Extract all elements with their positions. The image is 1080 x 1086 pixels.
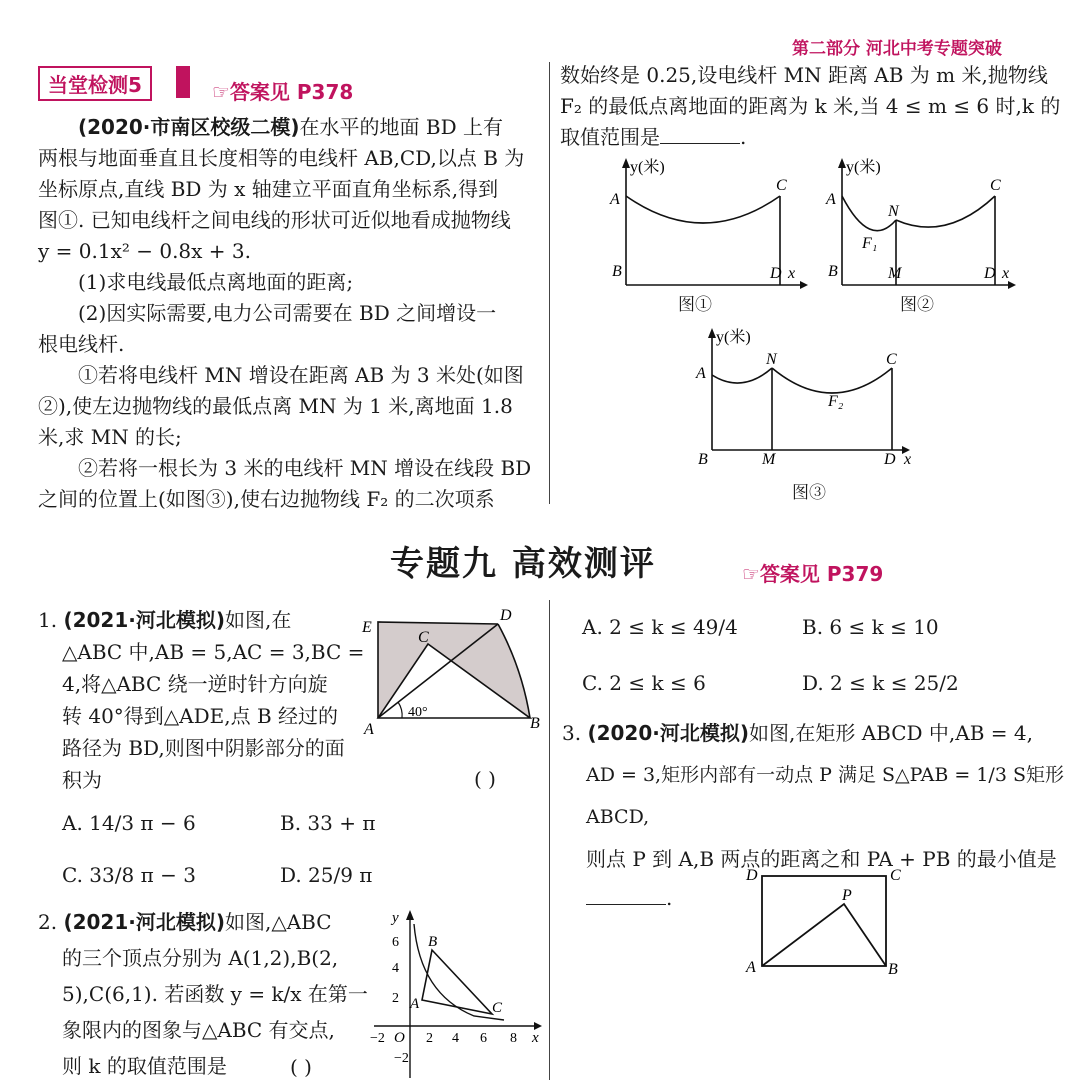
- figure-3: [690, 320, 930, 480]
- fig3-label-m: M: [762, 451, 776, 468]
- q2-fig-tick-x4: 4: [452, 1031, 459, 1046]
- fig1-label-b: B: [612, 263, 622, 280]
- q1-fig-label-b: B: [530, 715, 540, 732]
- hand-pointer-icon: ☞: [212, 80, 230, 104]
- q2-fig-label-b: B: [428, 934, 438, 950]
- q2-fig-tick-xm2: −2: [370, 1031, 385, 1046]
- q1-figure: [360, 602, 550, 742]
- fig1-label-a: A: [610, 191, 620, 208]
- fig3-label-f2: F₂: [828, 393, 844, 410]
- q3-fig-label-c: C: [890, 867, 901, 884]
- q3-fig-label-a: A: [746, 959, 756, 976]
- q3-fig-label-b: B: [888, 961, 898, 978]
- fig2-label-b: B: [828, 263, 838, 280]
- q2-fig-tick-y6: 6: [392, 935, 399, 950]
- fig3-label-d: D: [884, 451, 896, 468]
- q1-fig-label-c: C: [418, 629, 429, 646]
- q2-option-b[interactable]: B. 6 ≤ k ≤ 10: [802, 615, 939, 639]
- q2-fig-label-x: x: [532, 1030, 539, 1046]
- q1-fig-label-e: E: [362, 619, 372, 636]
- q3-fig-label-d: D: [746, 867, 758, 884]
- fig1-label-x: x: [788, 265, 796, 282]
- fig3-label-n: N: [766, 351, 777, 368]
- check-tag: 当堂检测5: [38, 66, 152, 101]
- q1-fig-angle: 40°: [408, 705, 428, 720]
- fig3-label-c: C: [886, 351, 897, 368]
- question-2-paren[interactable]: ( ): [290, 1055, 312, 1079]
- q2-fig-tick-ym2: −2: [394, 1051, 409, 1066]
- q2-fig-tick-x6: 6: [480, 1031, 487, 1046]
- fig3-label-x: x: [904, 451, 912, 468]
- check-continuation: 数始终是 0.25,设电线杆 MN 距离 AB 为 m 米,抛物线 F₂ 的最低点离地面的距离为 k 米,当 4 ≤ m ≤ 6 时,k 的 取值范围是 .: [560, 63, 1061, 149]
- q2-fig-tick-y4: 4: [392, 961, 399, 976]
- check-problem-text: (2020·市南区校级二模)在水平的地面 BD 上有 两根与地面垂直且长度相等的电线杆 AB,CD,以点 B 为 坐标原点,直线 BD 为 x 轴建立平面直角坐标系,得到 图①. 已知电线杆之间电线的形状可近似地看成抛物线 y = 0.1x² − 0.8x + 3. (1)求电线最低点离地面的距离; (2)因实际需要,电力公司需要在 BD 之间增设一 根电线杆. ①若将电线杆 MN 增设在距离 AB 为 3 米处(如图 ②),使左边抛物线的最低点离 MN 为 1 米,离地面 1.8 米,求 MN 的长; ②若将一根长为 3 米的电线杆 MN 增设在线段 BD 之间的位置上(如图③),使右边抛物线 F₂ 的二次项系: [38, 115, 532, 511]
- q2-option-c[interactable]: C. 2 ≤ k ≤ 6: [582, 671, 706, 695]
- q1-fig-label-d: D: [500, 607, 512, 624]
- q2-option-d[interactable]: D. 2 ≤ k ≤ 25/2: [802, 671, 959, 695]
- q1-fig-label-a: A: [364, 721, 374, 738]
- check-tag-bar: [176, 66, 190, 98]
- check-answer-ref: ☞答案见 P378: [212, 80, 354, 104]
- q2-option-a[interactable]: A. 2 ≤ k ≤ 49/4: [582, 615, 738, 639]
- q3-fig-label-p: P: [842, 887, 852, 904]
- q2-fig-label-a: A: [410, 996, 420, 1012]
- fig3-ylabel: y(米): [716, 329, 751, 346]
- q2-fig-tick-x8: 8: [510, 1031, 517, 1046]
- answer-blank[interactable]: [660, 123, 740, 144]
- question-1-paren[interactable]: ( ): [474, 767, 496, 791]
- fig3-label-b: B: [698, 451, 708, 468]
- fig2-label-c: C: [990, 177, 1001, 194]
- fig2-label-m: M: [888, 265, 902, 282]
- section-answer-ref: ☞答案见 P379: [742, 562, 884, 586]
- fig1-caption: 图①: [678, 295, 712, 315]
- fig2-label-a: A: [826, 191, 836, 208]
- question-1-text: 1. (2021·河北模拟)如图,在 △ABC 中,AB = 5,AC = 3,BC = 4,将△ABC 绕一逆时针方向旋 转 40°得到△ADE,点 B 经过的 路径为 BD,则图中阴影部分的面 积为: [38, 608, 365, 792]
- q1-option-c[interactable]: C. 33/8 π − 3: [62, 863, 196, 887]
- q2-fig-label-c: C: [492, 1000, 503, 1016]
- q2-fig-label-y: y: [392, 910, 399, 926]
- question-2-text: 2. (2021·河北模拟)如图,△ABC 的三个顶点分别为 A(1,2),B(2, 5),C(6,1). 若函数 y = k/x 在第一 象限内的图象与△ABC 有交点, 则 k 的取值范围是: [38, 910, 368, 1078]
- q2-figure: [364, 906, 546, 1082]
- section-header: 第二部分 河北中考专题突破: [792, 39, 1002, 59]
- answer-blank[interactable]: [586, 884, 666, 905]
- fig2-caption: 图②: [900, 295, 934, 315]
- q3-figure: [740, 856, 915, 986]
- q1-option-a[interactable]: A. 14/3 π − 6: [62, 811, 196, 835]
- fig1-label-c: C: [776, 177, 787, 194]
- column-divider-top: [549, 62, 550, 504]
- fig2-label-f1: F₁: [862, 235, 878, 252]
- q2-fig-tick-y2: 2: [392, 991, 399, 1006]
- q1-option-d[interactable]: D. 25/9 π: [280, 863, 373, 887]
- q2-fig-tick-x2: 2: [426, 1031, 433, 1046]
- section-title: 专题九 高效测评: [390, 544, 656, 584]
- fig1-ylabel: y(米): [630, 159, 665, 176]
- fig2-label-d: D: [984, 265, 996, 282]
- fig3-caption: 图③: [792, 483, 826, 503]
- fig3-label-a: A: [696, 365, 706, 382]
- q2-fig-label-o: O: [394, 1030, 405, 1046]
- question-3-text: 3. (2020·河北模拟)如图,在矩形 ABCD 中,AB = 4, AD = 3,矩形内部有一动点 P 满足 S△PAB = 1/3 S矩形ABCD, 则点 P 到 A,B 两点的距离之和 PA + PB 的最小值是 .: [562, 721, 1064, 910]
- fig2-label-n: N: [888, 203, 899, 220]
- fig2-ylabel: y(米): [846, 159, 881, 176]
- fig2-label-x: x: [1002, 265, 1010, 282]
- hand-pointer-icon: ☞: [742, 562, 760, 586]
- q1-option-b[interactable]: B. 33 + π: [280, 811, 376, 835]
- fig1-label-d: D: [770, 265, 782, 282]
